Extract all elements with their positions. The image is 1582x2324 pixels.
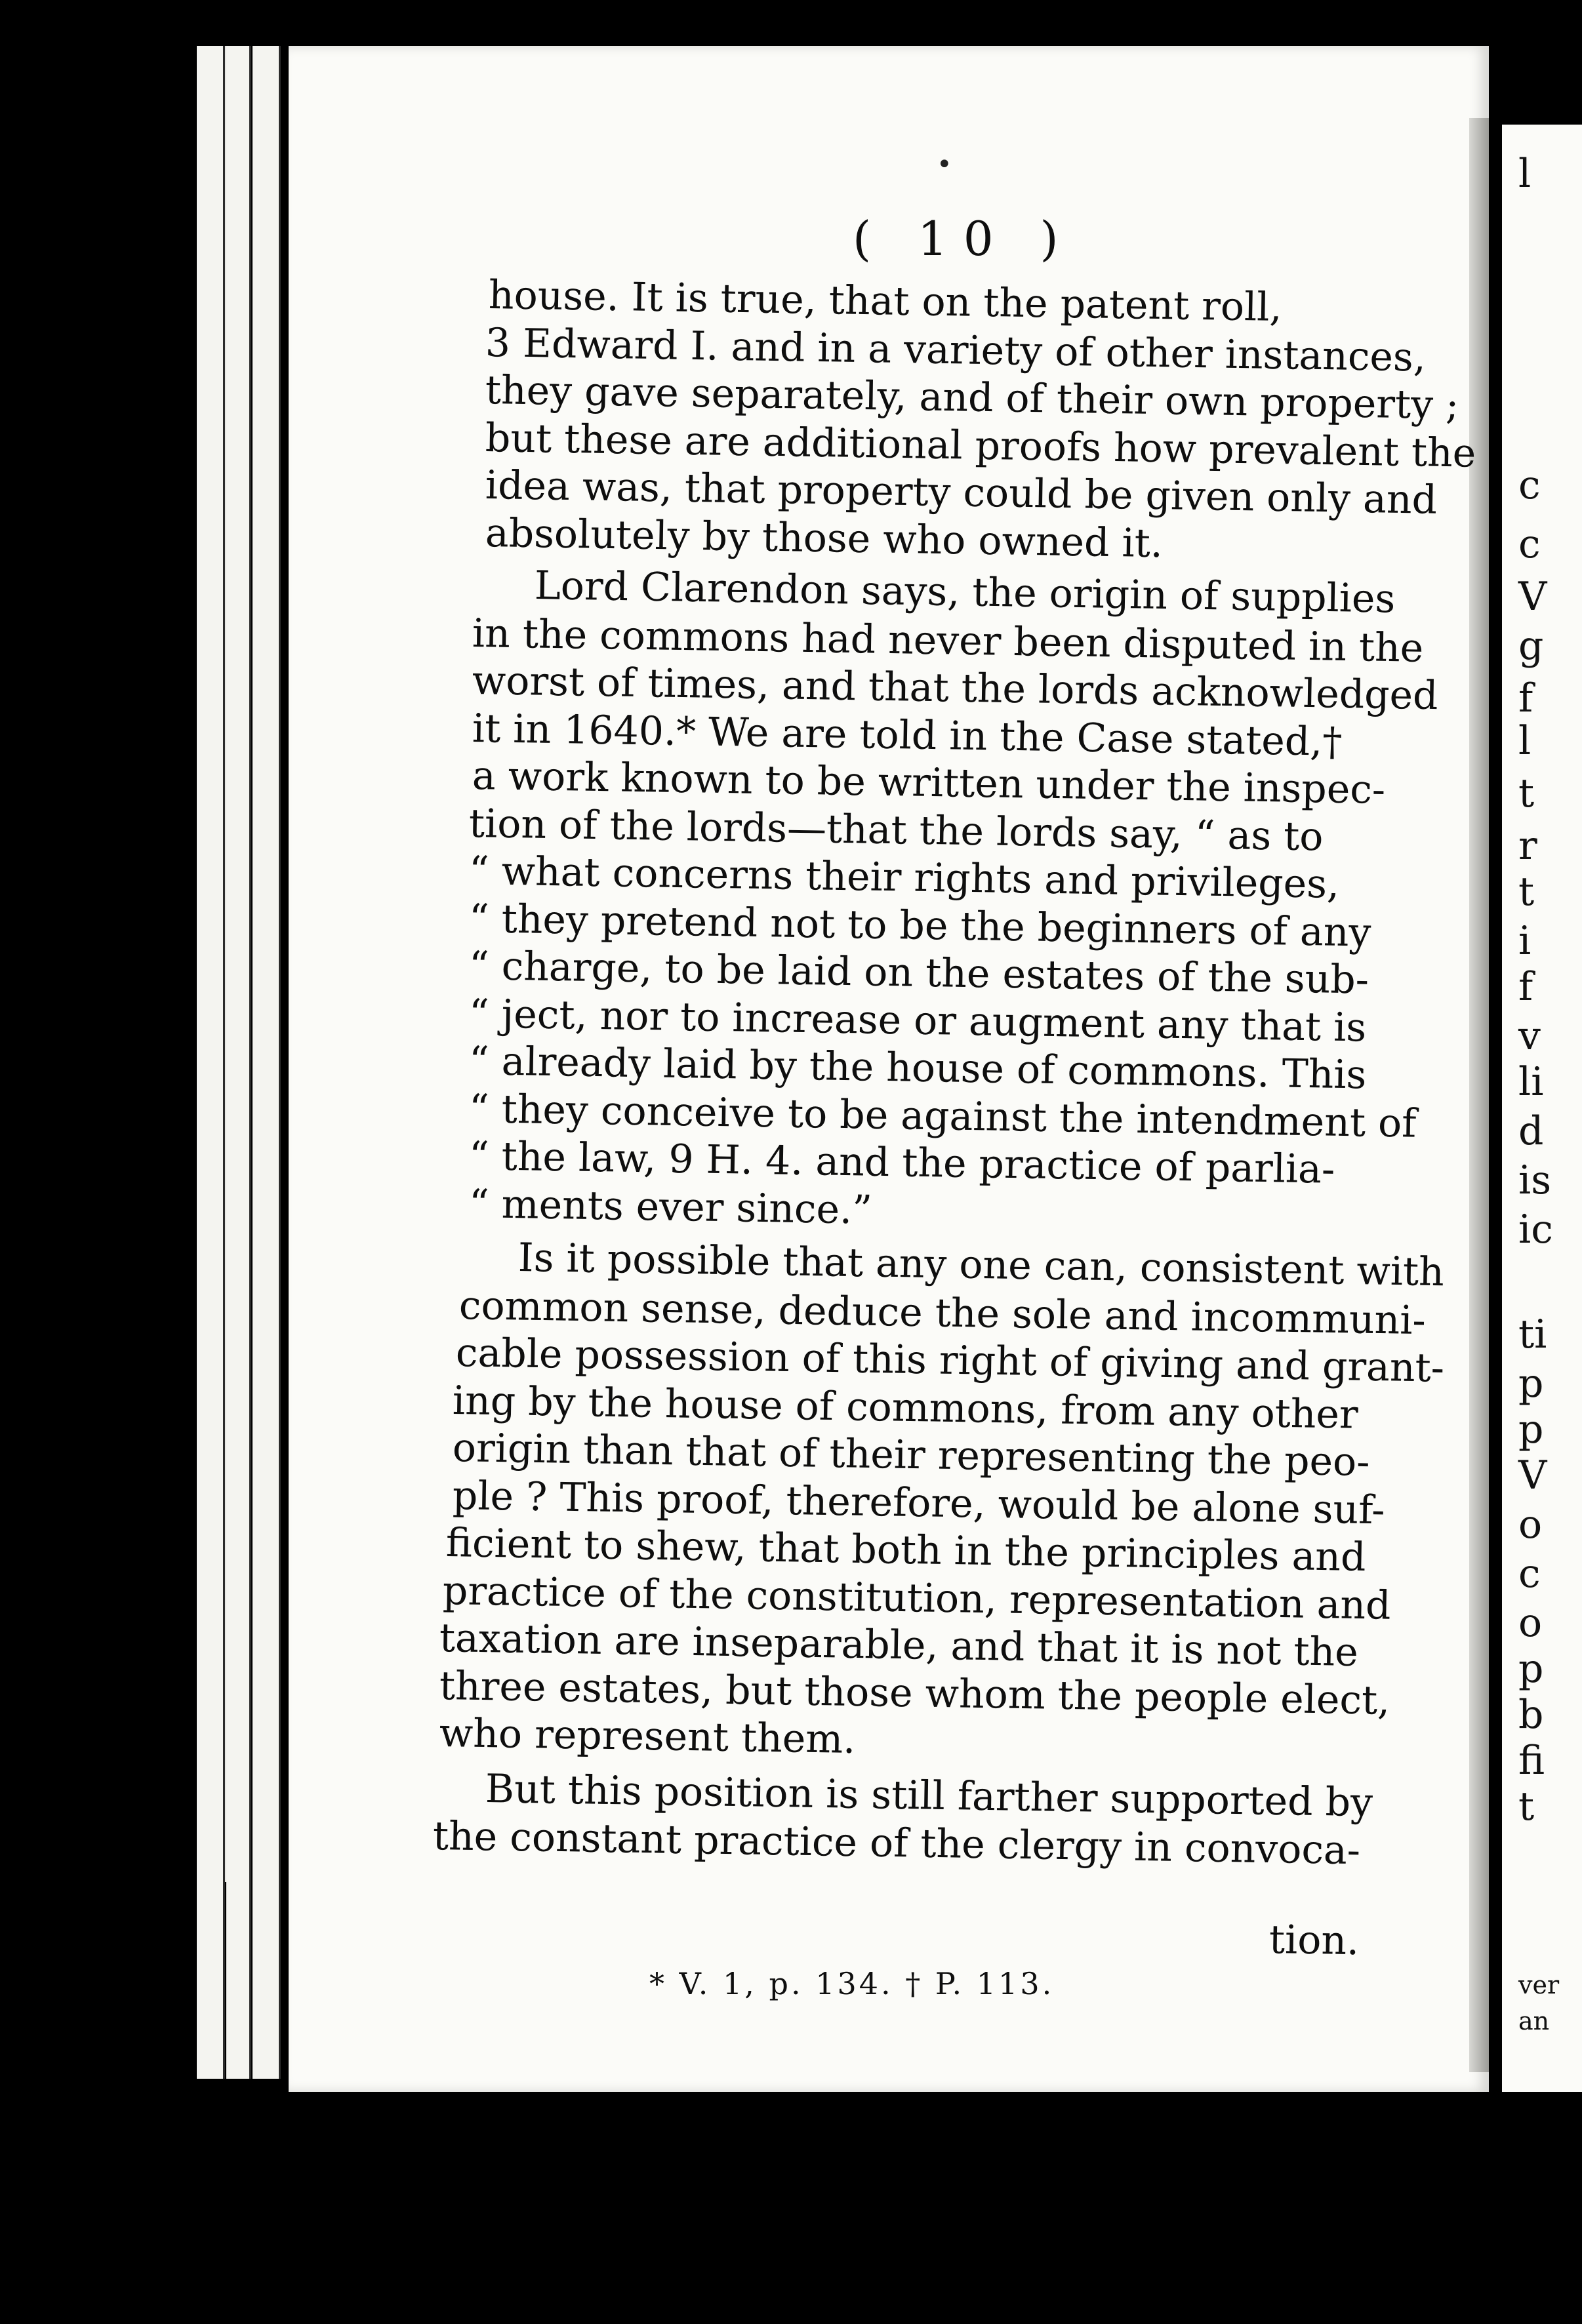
text-line: a work known to be written under the inspec- [472, 753, 1386, 813]
facing-page-fragment: ic [1518, 1207, 1553, 1252]
text-line: “ already laid by the house of commons. This [468, 1038, 1367, 1098]
facing-page-fragment: f [1518, 675, 1533, 721]
text-line: “ charge, to be laid on the estates of the sub- [468, 943, 1369, 1003]
text-line: 3 Edward I. and in a variety of other instances, [485, 319, 1427, 381]
facing-page-fragment: fi [1518, 1738, 1545, 1784]
facing-page-fragment: ver [1518, 1971, 1560, 1999]
text-line: “ ments ever since.” [468, 1180, 873, 1233]
text-line: “ the law, 9 H. 4. and the practice of parlia- [468, 1133, 1335, 1193]
facing-page-fragment: d [1518, 1108, 1544, 1154]
facing-page-fragment: V [1518, 574, 1547, 620]
facing-page-fragment: p [1518, 1361, 1544, 1407]
facing-page-fragment: li [1518, 1059, 1544, 1105]
text-line: the constant practice of the clergy in convoca- [432, 1813, 1361, 1874]
text-line: “ they conceive to be against the intendment of [468, 1085, 1417, 1147]
facing-page-fragment: c [1518, 521, 1541, 567]
text-line: Lord Clarendon says, the origin of supplies [534, 563, 1396, 622]
text-line: who represent them. [439, 1710, 856, 1763]
text-line: tion of the lords—that the lords say, “ as to [468, 800, 1324, 860]
text-line: ficient to shew, that both in the principles and [445, 1520, 1366, 1581]
text-line: they gave separately, and of their own property ; [485, 367, 1459, 429]
facing-page-fragment: r [1518, 823, 1537, 869]
text-line: Is it possible that any one can, consistent with [517, 1235, 1445, 1296]
facing-page-fragment: o [1518, 1600, 1543, 1646]
text-line: three estates, but those whom the people elect, [439, 1662, 1390, 1724]
text-line: practice of the constitution, representation and [442, 1567, 1392, 1629]
text-line: idea was, that property could be given only and [485, 462, 1438, 523]
facing-page-fragment: p [1518, 1646, 1544, 1692]
text-line: common sense, deduce the sole and incommuni- [458, 1282, 1427, 1344]
facing-page-fragment: t [1518, 1784, 1535, 1830]
text-line: in the commons had never been disputed in the [472, 610, 1424, 671]
text-line: “ ject, nor to increase or augment any that is [468, 990, 1367, 1051]
catchword: tion. [1268, 1917, 1360, 1965]
text-line: worst of times, and that the lords acknowledged [472, 658, 1439, 719]
facing-page-fragment: t [1518, 869, 1535, 915]
text-line: cable possession of this right of giving and grant- [455, 1330, 1445, 1392]
facing-page-fragment: is [1518, 1157, 1551, 1203]
facing-page-fragment: l [1518, 151, 1531, 197]
footnotes: * V. 1, p. 134. † P. 113. [649, 1966, 1055, 2001]
text-line: “ they pretend not to be the beginners of any [468, 895, 1371, 956]
facing-page-fragment: o [1518, 1502, 1543, 1548]
facing-page-fragment: c [1518, 462, 1541, 508]
facing-page-fragment: i [1518, 918, 1531, 964]
facing-page-fragment: ti [1518, 1312, 1547, 1357]
facing-page-fragment: g [1518, 623, 1544, 669]
facing-page-fragment: f [1518, 964, 1533, 1010]
ink-mark: • [937, 150, 952, 180]
facing-page-fragment: v [1518, 1013, 1541, 1059]
text-line: it in 1640.* We are told in the Case stated,† [472, 705, 1343, 765]
text-line: ing by the house of commons, from any other [452, 1377, 1359, 1438]
facing-page-fragment: l [1518, 718, 1531, 764]
page-edge [226, 46, 251, 2079]
facing-page-fragment: p [1518, 1407, 1544, 1452]
text-line: house. It is true, that on the patent roll, [488, 272, 1283, 331]
text-line: absolutely by those who owned it. [485, 510, 1164, 567]
facing-page-fragment: an [1518, 2007, 1550, 2035]
facing-page-fragment: t [1518, 771, 1535, 816]
text-line: ple ? This proof, therefore, would be alone suf- [452, 1472, 1386, 1533]
text-line: But this position is still farther supported by [485, 1765, 1373, 1826]
page-edge [253, 46, 281, 2079]
text-line: taxation are inseparable, and that it is not the [439, 1615, 1359, 1676]
text-line: but these are additional proofs how prevalent the [485, 414, 1476, 477]
facing-page-fragment: b [1518, 1692, 1544, 1738]
facing-page-fragment: V [1518, 1452, 1547, 1498]
text-line: “ what concerns their rights and privileges, [468, 848, 1340, 908]
page-edge [197, 46, 225, 2079]
text-line: origin than that of their representing the peo- [452, 1425, 1371, 1485]
facing-page-fragment: c [1518, 1551, 1541, 1597]
page-number: ( 10 ) [853, 211, 1074, 266]
page-gutter [1469, 118, 1489, 2072]
